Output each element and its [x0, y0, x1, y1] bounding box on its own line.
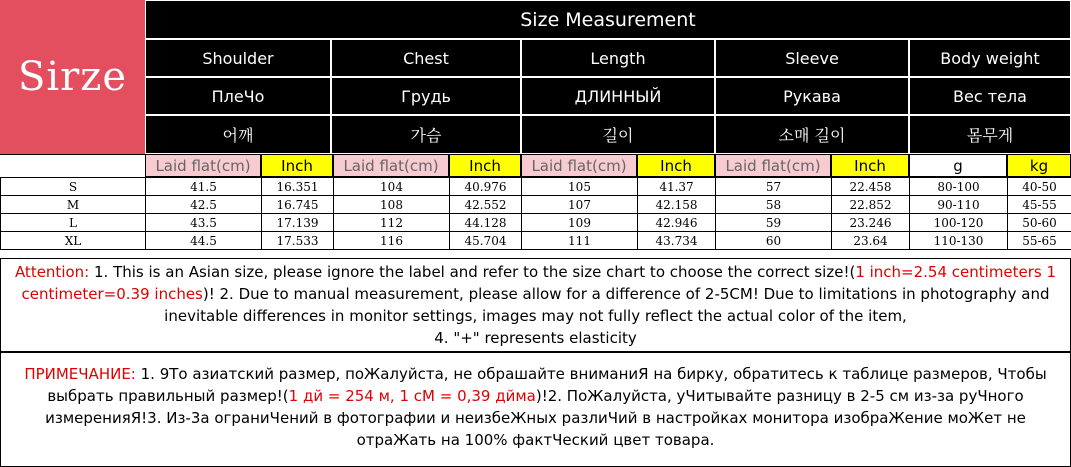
- measurement-cell: 60: [716, 232, 832, 250]
- laid-flat-label: Laid flat(cm): [145, 154, 261, 177]
- measurement-cell: 57: [716, 178, 832, 196]
- measurement-cell: 104: [334, 178, 450, 196]
- header-ru-cell: ПлеЧо: [145, 77, 331, 115]
- measurement-cell: 110-130: [910, 232, 1008, 250]
- inch-label: Inch: [449, 154, 521, 177]
- measurement-cell: 44.5: [146, 232, 262, 250]
- header-ru-cell: Вес тела: [909, 77, 1071, 115]
- measurement-cell: 42.552: [450, 196, 522, 214]
- inch-label: Inch: [261, 154, 333, 177]
- header-en-cell: Length: [521, 39, 715, 77]
- size-label-cell: S: [1, 178, 146, 196]
- header-ko-cell: 가슴: [331, 115, 521, 154]
- measurement-cell: 16.351: [262, 178, 334, 196]
- measurement-cell: 50-60: [1008, 214, 1071, 232]
- measurement-cell: 17.533: [262, 232, 334, 250]
- measurement-cell: 22.852: [832, 196, 910, 214]
- measurement-cell: 116: [334, 232, 450, 250]
- measurement-cell: 90-110: [910, 196, 1008, 214]
- size-label-cell: M: [1, 196, 146, 214]
- russian-note-text-1: 1. 9То азиатский размер, поЖалуйста, не обрашайте вниманиЯ на бирку, обратитесь к таблице размеров, Чтобы выбрать правильный размер!(: [47, 365, 1047, 405]
- size-label-cell: XL: [1, 232, 146, 250]
- measurement-cell: 16.745: [262, 196, 334, 214]
- header-ko-cell: 어깨: [145, 115, 331, 154]
- measurement-cell: 42.158: [638, 196, 716, 214]
- header-ru-cell: ДЛИННЫЙ: [521, 77, 715, 115]
- header-ko-cell: 길이: [521, 115, 715, 154]
- header-ko-cell: 소매 길이: [715, 115, 909, 154]
- unit-conversion-en: 1 inch=2.54 centimeters 1 centimeter=0.39 inches: [21, 263, 1057, 303]
- header-en-cell: Shoulder: [145, 39, 331, 77]
- attention-text-3: 4. "+" represents elasticity: [434, 329, 637, 347]
- measurement-cell: 55-65: [1008, 232, 1071, 250]
- measurement-cell: 80-100: [910, 178, 1008, 196]
- attention-label: Attention:: [14, 263, 90, 281]
- measurement-cell: 107: [522, 196, 638, 214]
- measurement-cell: 45.704: [450, 232, 522, 250]
- unit-row-spacer: [0, 154, 145, 177]
- attention-note: [0, 258, 1071, 352]
- measurement-cell: 109: [522, 214, 638, 232]
- measurement-cell: 22.458: [832, 178, 910, 196]
- measurement-cell: 43.734: [638, 232, 716, 250]
- table-row: [1, 232, 1071, 250]
- header-ru-cell: Рукава: [715, 77, 909, 115]
- russian-note-label: ПРИМЕЧАНИЕ:: [24, 365, 136, 383]
- russian-note: [0, 352, 1071, 467]
- g-label: g: [909, 154, 1007, 177]
- measurement-cell: 44.128: [450, 214, 522, 232]
- inch-label: Inch: [637, 154, 715, 177]
- laid-flat-label: Laid flat(cm): [521, 154, 637, 177]
- measurement-cell: 105: [522, 178, 638, 196]
- measurement-cell: 59: [716, 214, 832, 232]
- measurement-cell: 40.976: [450, 178, 522, 196]
- measurement-cell: 23.246: [832, 214, 910, 232]
- header-en-cell: Body weight: [909, 39, 1071, 77]
- header-en-cell: Chest: [331, 39, 521, 77]
- unit-conversion-ru: 1 дй = 254 м, 1 сМ = 0,39 дйма: [288, 387, 536, 405]
- table-title-text: Size Measurement: [520, 8, 696, 31]
- measurement-cell: 40-50: [1008, 178, 1071, 196]
- laid-flat-label: Laid flat(cm): [333, 154, 449, 177]
- measurement-cell: 100-120: [910, 214, 1008, 232]
- size-table: [0, 177, 1071, 250]
- measurement-cell: 58: [716, 196, 832, 214]
- kg-label: kg: [1007, 154, 1071, 177]
- measurement-cell: 111: [522, 232, 638, 250]
- measurement-cell: 41.37: [638, 178, 716, 196]
- attention-text-1: 1. This is an Asian size, please ignore the label and refer to the size chart to choose the correct size!(: [89, 263, 856, 281]
- laid-flat-label: Laid flat(cm): [715, 154, 831, 177]
- table-row: [1, 196, 1071, 214]
- russian-note-text-2: )!2. ПоЖалуйста, уЧитывайте разницу в 2-5 см из-за руЧного измеренияЯ!3. Из-3а ограниЧений в фотографии и неизбеЖных разлиЧий в настройках монитора изобраЖение моЖет не отраЖать на 100% фактЧеский цвет товара.: [45, 387, 1026, 449]
- measurement-cell: 42.5: [146, 196, 262, 214]
- inch-label: Inch: [831, 154, 909, 177]
- attention-text-2: )! 2. Due to manual measurement, please allow for a difference of 2-5CM! Due to limitations in photography and inevitable differences in monitor settings, images may not fully reflect the actual color of the item,: [164, 285, 1050, 325]
- measurement-cell: 17.139: [262, 214, 334, 232]
- header-ru-cell: Грудь: [331, 77, 521, 115]
- brand-logo: [0, 0, 145, 154]
- header-ko-cell: 몸무게: [909, 115, 1071, 154]
- table-row: [1, 214, 1071, 232]
- measurement-cell: 42.946: [638, 214, 716, 232]
- header-en-cell: Sleeve: [715, 39, 909, 77]
- measurement-cell: 23.64: [832, 232, 910, 250]
- measurement-cell: 108: [334, 196, 450, 214]
- measurement-cell: 43.5: [146, 214, 262, 232]
- measurement-cell: 45-55: [1008, 196, 1071, 214]
- table-row: [1, 178, 1071, 196]
- table-title: [145, 0, 1071, 39]
- size-label-cell: L: [1, 214, 146, 232]
- measurement-cell: 112: [334, 214, 450, 232]
- brand-logo-text: Sirze: [17, 54, 128, 100]
- measurement-cell: 41.5: [146, 178, 262, 196]
